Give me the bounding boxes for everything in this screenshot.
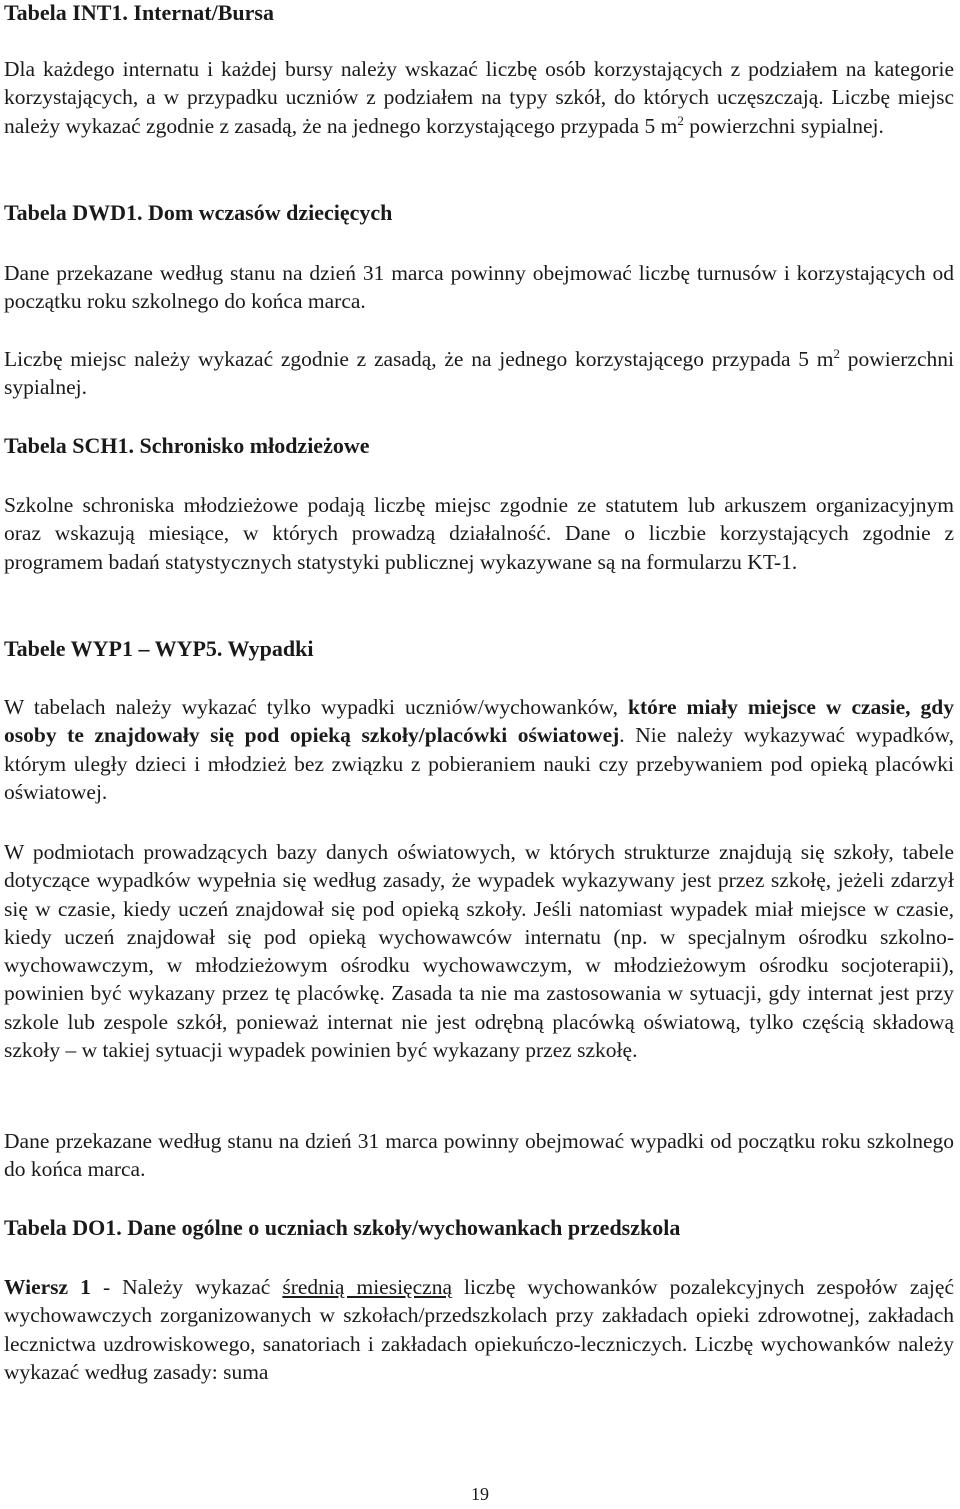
text-span: . Nie należy wykazywać wypadków, którym uległy dzieci i młodzież bez związku z pobieraniem nauki czy przebywaniem pod opieką placówki oświatowej. — [4, 723, 954, 804]
paragraph-sch1: Szkolne schroniska młodzieżowe podają liczbę miejsc zgodnie ze statutem lub arkuszem organizacyjnym oraz wskazują miesiące, w których prowadzą działalność. Dane o liczbie korzystających zgodnie z programem badań statystycznych statystyki publicznej wykazywane są na formularzu KT-1. — [4, 493, 954, 574]
text-span: liczbę wychowanków pozalekcyjnych zespołów zajęć wychowawczych zorganizowanych w szkołach/przedszkolach przy zakładach opieki zdrowotnej, zakładach lecznictwa uzdrowiskowego, sanatoriach i zakładach opiekuńczo-leczniczych. Liczbę wychowanków należy wykazać według zasady: suma — [4, 1275, 954, 1384]
heading-int1: Tabela INT1. Internat/Bursa — [4, 0, 274, 25]
superscript: 2 — [677, 112, 684, 128]
heading-do1: Tabela DO1. Dane ogólne o uczniach szkoły/wychowankach przedszkola — [4, 1215, 681, 1240]
paragraph-int1 — [4, 55, 954, 140]
paragraph-wyp-2: W podmiotach prowadzących bazy danych oświatowych, w których strukturze znajdują się szkoły, tabele dotyczące wypadków wypełnia się według zasady, że wypadek wykazywany jest przez szkołę, jeżeli zdarzył się w czasie, kiedy uczeń znajdował się pod opieką szkoły. Jeśli natomiast wypadek miał miejsce w czasie, kiedy uczeń znajdował się pod opieką wychowawców internatu (np. w specjalnym ośrodku szkolno-wychowawczym, w młodzieżowym ośrodku wychowawczym, w młodzieżowym ośrodku socjoterapii), powinien być wykazany przez tę placówkę. Zasada ta nie ma zastosowania w sytuacji, gdy internat jest przy szkole lub zespole szkół, ponieważ internat nie jest odrębną placówką oświatową, tylko częścią składową szkoły – w takiej sytuacji wypadek powinien być wykazany przez szkołę. — [4, 840, 954, 1063]
paragraph-do1-w1 — [4, 1273, 954, 1386]
paragraph-dwd1-2 — [4, 345, 954, 402]
paragraph-wyp-3: Dane przekazane według stanu na dzień 31 marca powinny obejmować wypadki od początku roku szkolnego do końca marca. — [4, 1129, 954, 1182]
text-span: W tabelach należy wykazać tylko wypadki uczniów/wychowanków, — [4, 695, 628, 719]
bold-text: które miały miejsce w czasie, gdy osoby te znajdowały się pod opieką szkoły/placówki oświatowej — [4, 695, 954, 748]
paragraph-wyp-1 — [4, 693, 954, 806]
superscript: 2 — [833, 346, 840, 361]
paragraph-dwd1-1: Dane przekazane według stanu na dzień 31 marca powinny obejmować liczbę turnusów i korzystających od początku roku szkolnego do końca marca. — [4, 261, 954, 314]
text-span: powierzchni sypialnej. — [683, 113, 884, 138]
row-label: Wiersz 1 — [4, 1275, 91, 1299]
underlined-text: średnią miesięczną — [282, 1275, 452, 1299]
page-number: 19 — [471, 1484, 489, 1504]
heading-dwd1: Tabela DWD1. Dom wczasów dziecięcych — [4, 200, 393, 225]
heading-sch1: Tabela SCH1. Schronisko młodzieżowe — [4, 433, 370, 458]
text-span: Liczbę miejsc należy wykazać zgodnie z zasadą, że na jednego korzystającego przypada 5 m — [4, 347, 834, 371]
text-span: powierzchni sypialnej. — [4, 347, 954, 400]
text-span: - Należy wykazać — [90, 1275, 283, 1299]
text-span: Dla każdego internatu i każdej bursy należy wskazać liczbę osób korzystających z podziałem na kategorie korzystających, a w przypadku uczniów z podziałem na typy szkół, do których uczęszczają. Liczbę miejsc należy wykazać zgodnie z zasadą, że na jednego korzystającego przypada 5 m — [4, 57, 954, 138]
heading-wyp: Tabele WYP1 – WYP5. Wypadki — [4, 636, 314, 661]
